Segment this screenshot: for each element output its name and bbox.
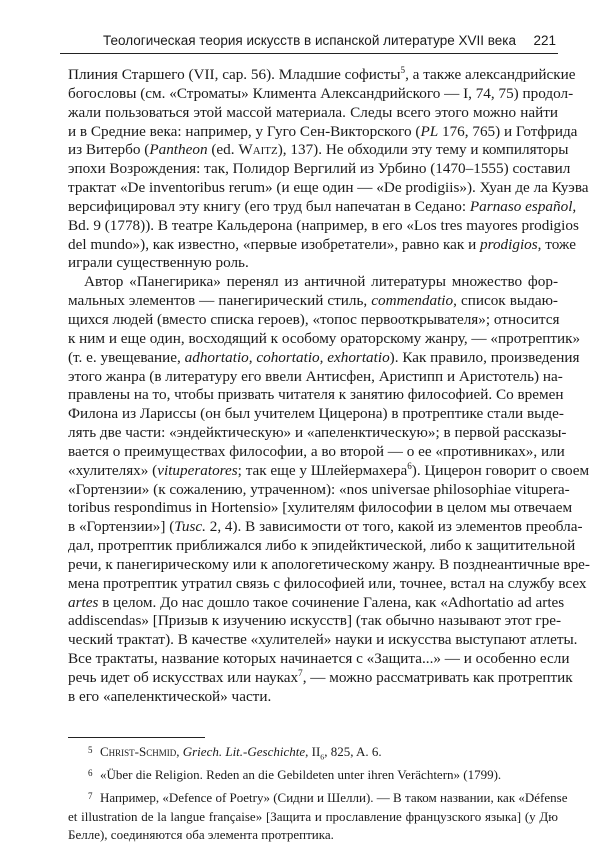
text-sc: Christ-Schmid bbox=[100, 744, 177, 759]
text-line bbox=[68, 235, 576, 255]
text-sub: 6 bbox=[320, 752, 325, 762]
text-segment: et illustration de la langue française» [Защита и прославление французского языка] (у Дю bbox=[68, 808, 558, 824]
text-segment: Филона из Ларисcы (он был учителем Цицерона) в протрептике стали выде- bbox=[68, 405, 564, 423]
text-segment: ческий трактат). В качестве «хулителей» науки и искусства выступают атлеты. bbox=[68, 631, 578, 649]
text-segment: речи, к панегирическому или к апологетическому жанру. В позднеантичные вре- bbox=[68, 555, 590, 573]
text-line bbox=[68, 688, 558, 707]
text-segment: к ним и еще один, восходящий к особому ораторскому жанру, — «протрептик» bbox=[68, 329, 581, 347]
text-i: commendatio bbox=[371, 292, 454, 310]
text-segment: , список выдаю- bbox=[453, 292, 558, 310]
text-segment: мальных элементов — панегирический стиль, bbox=[68, 292, 372, 310]
text-segment: в «Гортензии»] ( bbox=[68, 518, 175, 536]
footnote bbox=[68, 766, 558, 785]
text-segment: ; так еще у Шлейермахера bbox=[237, 461, 408, 479]
text-line bbox=[68, 460, 590, 481]
main-text bbox=[68, 64, 590, 707]
text-line bbox=[68, 555, 590, 575]
text-line bbox=[68, 789, 568, 808]
text-line bbox=[68, 348, 580, 368]
text-line bbox=[68, 216, 579, 236]
text-segment: Bd. 9 (1778)). В театре Кальдерона (например, в его «Los tres mayores prodigios bbox=[68, 216, 579, 234]
text-segment: лять две части: «эндейктическую» и «апеленктическую»; в первой рассказы- bbox=[68, 424, 567, 442]
text-segment: ). Как правило, произведения bbox=[389, 348, 580, 366]
running-head-title: Теологическая теория искусств в испанской литературе XVII века bbox=[103, 33, 516, 48]
text-segment: речь идет об искусствах или науках bbox=[68, 669, 299, 686]
text-i: Parnaso español, bbox=[469, 197, 577, 215]
text-line bbox=[68, 442, 565, 462]
text-segment: «хулителях» ( bbox=[68, 461, 158, 479]
text-segment: , II bbox=[305, 744, 321, 759]
text-i: Tusc. bbox=[174, 518, 206, 536]
text-line bbox=[68, 574, 587, 594]
text-segment: del mundo»), как известно, «первые изобретатели», равно как и bbox=[68, 235, 480, 253]
text-segment: (т. е. увещевание, bbox=[68, 348, 185, 366]
text-segment: играли существенную роль. bbox=[68, 254, 249, 272]
text-segment: ), 137). Не обходили эту тему и компиляторы bbox=[277, 141, 569, 159]
text-segment: Например, «Defence of Poetry» (Сидни и Шелли). — В таком названии, как «Défense bbox=[100, 790, 568, 805]
text-line bbox=[68, 311, 558, 330]
text-line bbox=[68, 104, 558, 123]
text-line bbox=[68, 667, 573, 688]
text-segment: мена протрептик утратил связь с философией или, точнее, встал на службу всех bbox=[68, 574, 587, 592]
text-segment: из Витербо ( bbox=[68, 141, 150, 159]
footnote-number: 5 bbox=[88, 745, 93, 755]
text-segment: 2, 4). В зависимости от того, какой из элементов преобла- bbox=[205, 518, 583, 536]
text-segment: Все трактаты, название которых начинается с «Защита...» — и особенно если bbox=[68, 650, 570, 668]
text-i: PL bbox=[420, 122, 439, 140]
text-segment: и в Средние века: например, у Гуго Сен-Викторского ( bbox=[68, 122, 421, 140]
text-line bbox=[68, 743, 558, 762]
text-segment: жали пользоваться этой массой материала. Следы всего этого можно найти bbox=[68, 103, 558, 121]
text-line bbox=[68, 84, 574, 104]
footnote-reference[interactable]: 5 bbox=[400, 64, 406, 75]
text-segment: богословы (см. «Строматы» Климента Александрийского — I, 74, 75) продол- bbox=[68, 84, 574, 102]
text-line bbox=[68, 179, 589, 198]
text-line bbox=[68, 593, 565, 613]
text-segment: в его «апеленктической» части. bbox=[68, 687, 272, 705]
footnote-separator bbox=[68, 737, 205, 738]
text-line bbox=[68, 160, 571, 179]
text-i: Griech. Lit.-Geschichte bbox=[182, 744, 306, 759]
text-segment: трактат «De inventoribus rerum» (и еще один — «De prodigiis»). Хуан де ла Куэва bbox=[68, 179, 589, 197]
text-segment: Плиния Старшего (VII, cap. 56). Младшие софисты bbox=[68, 66, 401, 83]
text-segment: ). Цицерон говорит о своем bbox=[411, 461, 590, 479]
text-line bbox=[68, 367, 563, 387]
footnotes bbox=[68, 743, 568, 849]
text-segment: 176, 765) и Готфрида bbox=[438, 122, 578, 140]
text-line bbox=[68, 499, 573, 518]
text-segment: «Über die Religion. Reden an die Gebildeten unter ihren Verächtern» (1799). bbox=[100, 767, 502, 782]
text-line bbox=[68, 141, 569, 160]
footnote-reference[interactable]: 7 bbox=[298, 667, 303, 678]
text-segment: (ed. bbox=[207, 141, 239, 159]
text-line bbox=[68, 64, 576, 85]
text-segment: , 825, A. 6. bbox=[324, 744, 382, 759]
text-line bbox=[68, 386, 564, 405]
text-i: adhortatio, cohortatio, exhortatio bbox=[184, 348, 390, 366]
running-head bbox=[68, 33, 558, 53]
text-line bbox=[68, 254, 558, 273]
text-line bbox=[68, 292, 558, 311]
footnote bbox=[68, 789, 568, 845]
page-number: 221 bbox=[533, 33, 556, 48]
text-line bbox=[68, 480, 570, 500]
footnote-number: 7 bbox=[88, 791, 93, 801]
text-segment: щихся людей (вместо списка героев), «топос первооткрывателя»; относится bbox=[68, 310, 560, 328]
text-segment: Белле), соединяются оба элемента протрептика. bbox=[68, 827, 334, 842]
text-line bbox=[68, 197, 577, 217]
text-line bbox=[68, 405, 564, 424]
footnote bbox=[68, 743, 558, 762]
text-line bbox=[68, 273, 558, 292]
text-sc: Waitz bbox=[238, 141, 278, 159]
text-segment: , bbox=[176, 744, 183, 759]
footnote-reference[interactable]: 6 bbox=[407, 460, 412, 471]
header-rule bbox=[60, 53, 558, 54]
text-i: prodigios bbox=[480, 235, 538, 253]
text-line bbox=[68, 808, 558, 827]
text-segment: , а также александрийские bbox=[405, 66, 576, 83]
text-line bbox=[68, 537, 576, 556]
text-line bbox=[68, 424, 567, 443]
text-segment: , — можно рассматривать как протрептик bbox=[302, 669, 573, 686]
text-line bbox=[68, 631, 578, 650]
text-segment: правлены на то, чтобы призвать читателя к занятию философией. Со времен bbox=[68, 386, 564, 404]
text-segment: этого жанра (в литературу его ввели Антисфен, Аристипп и Аристотель) на- bbox=[68, 367, 563, 385]
text-line bbox=[68, 518, 583, 537]
text-line bbox=[68, 612, 562, 631]
text-segment: вается о преимуществах философии, а во второй — о ее «противниках», или bbox=[68, 442, 565, 460]
text-line bbox=[68, 650, 570, 669]
text-segment: , тоже bbox=[537, 235, 576, 253]
text-segment: в целом. До нас дошло такое сочинение Галена, как «Adhortatio ad artes bbox=[98, 593, 565, 611]
text-segment: дал, протрептик приближался либо к эпидейктической, либо к защитительной bbox=[68, 537, 576, 555]
text-segment: Автор «Панегирика» перенял из античной литературы множество фор- bbox=[84, 273, 558, 291]
text-segment: addiscendas» [Призыв к изучению искусств] (так обычно называют этот гре- bbox=[68, 612, 562, 630]
text-line bbox=[68, 122, 578, 142]
text-line bbox=[68, 329, 581, 349]
text-line bbox=[68, 826, 558, 845]
text-i: Pantheon bbox=[149, 141, 208, 159]
text-segment: эпохи Возрождения: так, Полидор Вергилий из Урбино (1470–1555) составил bbox=[68, 160, 571, 178]
text-i: vituperatores bbox=[157, 461, 238, 479]
text-line bbox=[68, 766, 558, 785]
text-segment: toribus respondimus in Hortensio» [хулителям философии в целом мы отвечаем bbox=[68, 499, 573, 517]
text-i: artes bbox=[68, 593, 99, 611]
text-segment: «Гортензии» (к сожалению, утраченном): «nos universae philosophiae vitupera- bbox=[68, 480, 570, 498]
text-segment: версифицировал эту книгу (его труд был напечатан в Седано: bbox=[68, 197, 470, 215]
footnote-number: 6 bbox=[88, 768, 93, 778]
